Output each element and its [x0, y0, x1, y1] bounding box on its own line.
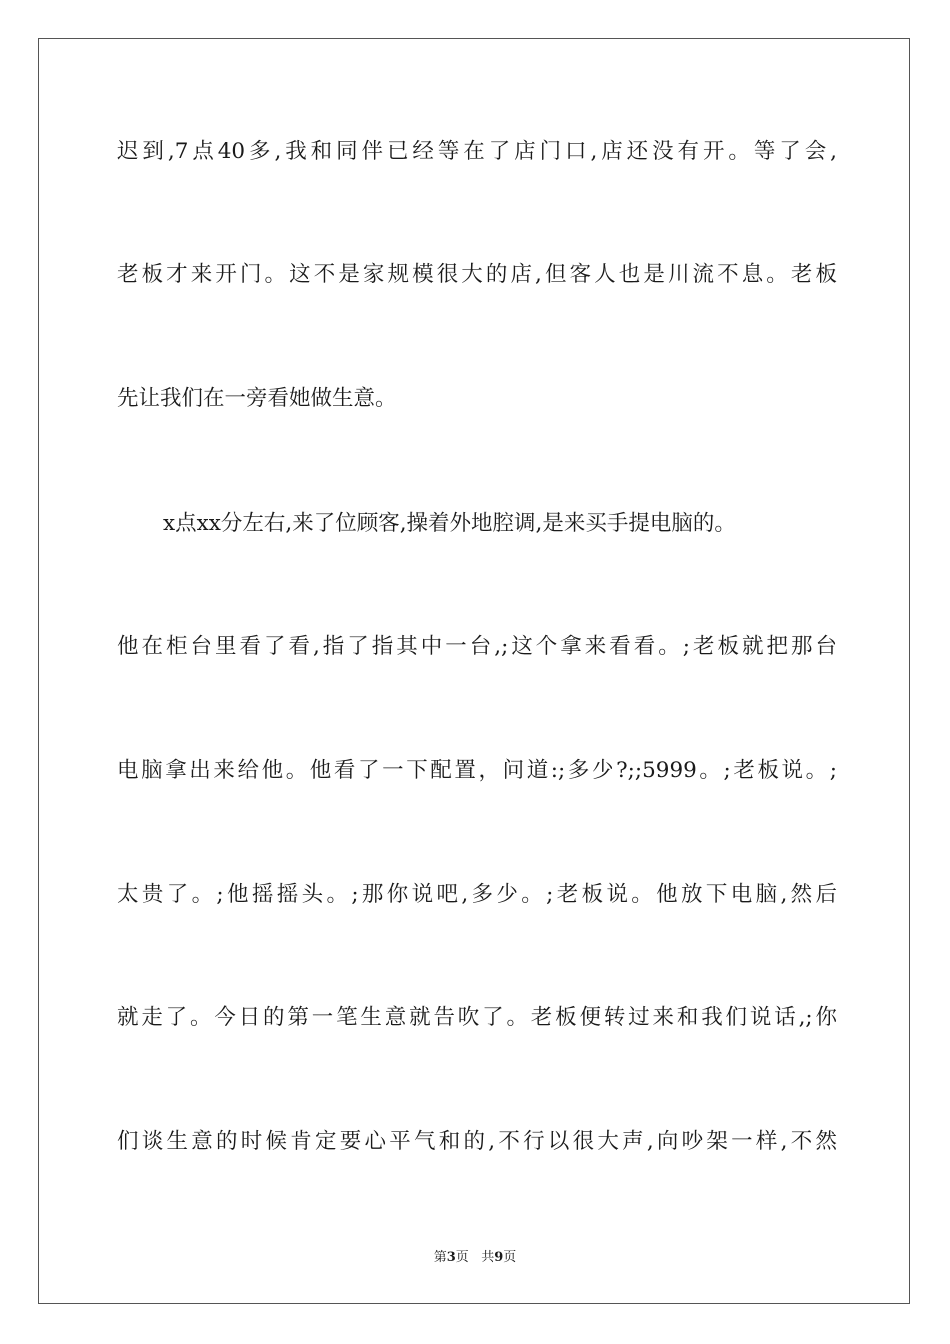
page-footer: [0, 1246, 950, 1265]
page-suffix: 页: [455, 1250, 469, 1265]
page-frame: [38, 38, 910, 1304]
text-line-3: 先让我们在一旁看她做生意。: [117, 386, 397, 411]
total-suffix: 页: [503, 1250, 517, 1265]
text-line-2: 老板才来开门。这不是家规模很大的店,但客人也是川流不息。老板: [117, 262, 837, 287]
text-line-6: 电脑拿出来给他。他看了一下配置，问道:;多少?;;5999。;老板说。;: [117, 758, 837, 783]
text-line-8: 就走了。今日的第一笔生意就告吹了。老板便转过来和我们说话,;你: [117, 1005, 837, 1030]
text-line-1: 迟到,7点40多,我和同伴已经等在了店门口,店还没有开。等了会,: [117, 139, 837, 164]
total-prefix: 共: [481, 1250, 495, 1265]
text-line-5: 他在柜台里看了看,指了指其中一台,;这个拿来看看。;老板就把那台: [117, 634, 837, 659]
page-number: 3: [446, 1250, 456, 1265]
text-line-7: 太贵了。;他摇摇头。;那你说吧,多少。;老板说。他放下电脑,然后: [117, 882, 837, 907]
text-line-9: 们谈生意的时候肯定要心平气和的,不行以很大声,向吵架一样,不然: [117, 1129, 837, 1154]
total-pages: 9: [494, 1250, 504, 1265]
text-line-4: x点xx分左右,来了位顾客,操着外地腔调,是来买手提电脑的。: [163, 511, 736, 536]
page-prefix: 第: [433, 1250, 447, 1265]
